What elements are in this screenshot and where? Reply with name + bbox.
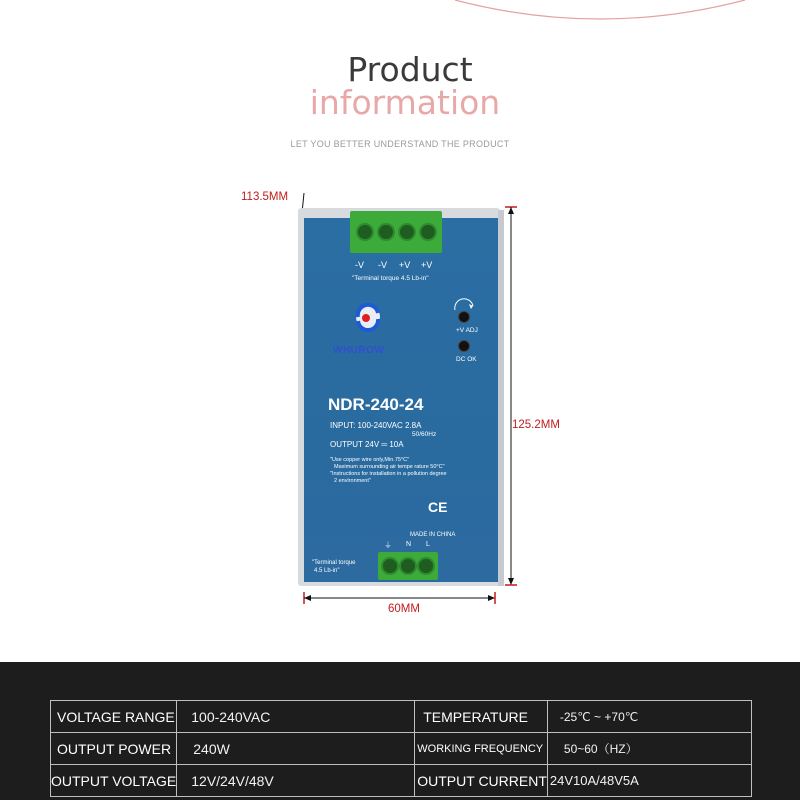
spec-value: 100-240VAC — [177, 701, 415, 733]
ground-symbol-icon: ⏚ — [384, 541, 392, 550]
input-frequency: 50/60Hz — [412, 431, 437, 438]
terminal-label: -V — [355, 260, 364, 270]
made-in-label: MADE IN CHINA — [410, 532, 456, 538]
temperature-note: Maximum surrounding air tempe rature 50°C" — [334, 464, 445, 470]
terminal-label: +V — [421, 260, 433, 270]
spec-label: OUTPUT POWER — [51, 733, 177, 765]
bottom-torque-label: "Terminal torque — [312, 560, 356, 566]
terminal-label: -V — [378, 260, 387, 270]
input-terminal-block — [378, 552, 438, 580]
housing-side — [498, 210, 504, 586]
height-dimension: 125.2MM — [512, 419, 560, 431]
table-row — [51, 765, 752, 797]
bottom-torque-label-cont: 4.5 Lb-in" — [314, 568, 340, 574]
ce-mark: CE — [428, 499, 448, 515]
terminal-torque-label: "Terminal torque 4.5 Lb-in" — [352, 275, 429, 282]
table-row — [51, 733, 752, 765]
spec-label: OUTPUT VOLTAGE — [51, 765, 177, 797]
spec-value: 50~60（HZ） — [547, 733, 751, 765]
line-label: L — [426, 541, 430, 548]
voltage-adjust-knob — [458, 311, 470, 323]
table-row — [51, 701, 752, 733]
depth-dimension: 113.5MM — [241, 191, 289, 203]
spec-value: 240W — [177, 733, 415, 765]
adjust-label: +V ADJ — [456, 327, 478, 334]
subtitle: LET YOU BETTER UNDERSTAND THE PRODUCT — [290, 139, 510, 149]
spec-label: OUTPUT CURRENT — [415, 765, 548, 797]
spec-label: TEMPERATURE — [415, 701, 548, 733]
output-terminal-block — [350, 211, 442, 253]
model-number: NDR-240-24 — [328, 395, 424, 414]
terminal-label: +V — [399, 260, 411, 270]
spec-value: 12V/24V/48V — [177, 765, 415, 797]
neutral-label: N — [406, 541, 412, 548]
decorative-arc — [0, 0, 800, 40]
terminal-screw-icon — [398, 223, 416, 241]
dc-ok-led — [458, 340, 470, 352]
terminal-screw-icon — [356, 223, 374, 241]
terminal-screw-icon — [381, 557, 399, 575]
title-product: Product — [347, 50, 473, 89]
spec-label: WORKING FREQUENCY — [415, 733, 548, 765]
wiring-note: "Use copper wire only,Min.75°C" — [330, 457, 410, 463]
input-rating: INPUT: 100-240VAC 2.8A — [330, 421, 422, 430]
output-rating: OUTPUT 24V ═ 10A — [330, 440, 404, 449]
spec-value: -25℃ ~ +70℃ — [547, 701, 751, 733]
terminal-screw-icon — [399, 557, 417, 575]
brand-name: WHUROW — [333, 345, 385, 356]
spec-table — [50, 700, 752, 797]
title-information: information — [309, 83, 501, 122]
terminal-screw-icon — [377, 223, 395, 241]
terminal-screw-icon — [419, 223, 437, 241]
installation-note-cont: 2 environment" — [334, 478, 371, 484]
installation-note: "Instructions for installation in a pollution degree — [330, 471, 447, 477]
height-dimension-line — [503, 204, 519, 588]
dc-ok-label: DC OK — [456, 356, 477, 363]
terminal-screw-icon — [417, 557, 435, 575]
spec-label: VOLTAGE RANGE — [51, 701, 177, 733]
width-dimension: 60MM — [388, 603, 420, 615]
brand-logo-icon — [340, 303, 396, 343]
spec-value: 24V10A/48V5A — [547, 765, 751, 797]
adjust-arrow-icon — [452, 298, 476, 312]
